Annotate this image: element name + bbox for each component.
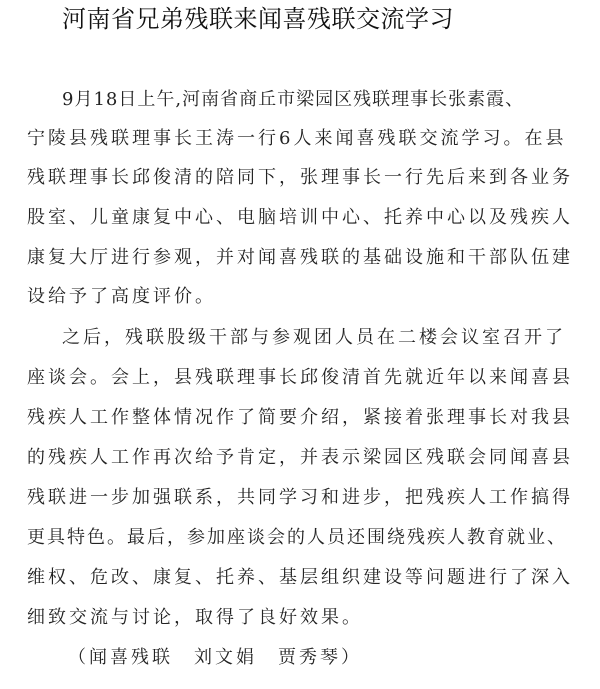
paragraph-1-line-6: 设给予了高度评价。 xyxy=(27,286,216,307)
paragraph-2-line-6: 更具特色。最后，参加座谈会的人员还围绕残疾人教育就业、 xyxy=(27,527,567,548)
paragraph-2-line-1: 之后，残联股级干部与参观团人员在二楼会议室召开了 xyxy=(62,327,566,348)
paragraph-2-line-3: 残疾人工作整体情况作了简要介绍，紧接着张理事长对我县 xyxy=(27,407,573,428)
paragraph-1-line-4: 股室、儿童康复中心、电脑培训中心、托养中心以及残疾人 xyxy=(27,207,573,228)
paragraph-2-line-5: 残联进一步加强联系，共同学习和进步，把残疾人工作搞得 xyxy=(27,487,573,508)
paragraph-2-line-8: 细致交流与讨论，取得了良好效果。 xyxy=(27,607,363,628)
paragraph-2-line-2: 座谈会。会上，县残联理事长邱俊清首先就近年以来闻喜县 xyxy=(27,367,573,388)
paragraph-1-line-2: 宁陵县残联理事长王涛一行6人来闻喜残联交流学习。在县 xyxy=(27,128,567,149)
article-title: 河南省兄弟残联来闻喜残联交流学习 xyxy=(62,5,454,33)
paragraph-2-line-7: 维权、危改、康复、托养、基层组织建设等问题进行了深入 xyxy=(27,567,573,588)
article-signature: （闻喜残联 刘文娟 贾秀琴） xyxy=(68,647,362,668)
paragraph-1-line-1: 9月18日上午,河南省商丘市梁园区残联理事长张素霞、 xyxy=(62,89,525,110)
paragraph-1-line-5: 康复大厅进行参观，并对闻喜残联的基础设施和干部队伍建 xyxy=(27,247,573,268)
paragraph-2-line-4: 的残疾人工作再次给予肯定，并表示梁园区残联会同闻喜县 xyxy=(27,447,573,468)
paragraph-1-line-3: 残联理事长邱俊清的陪同下，张理事长一行先后来到各业务 xyxy=(27,167,573,188)
